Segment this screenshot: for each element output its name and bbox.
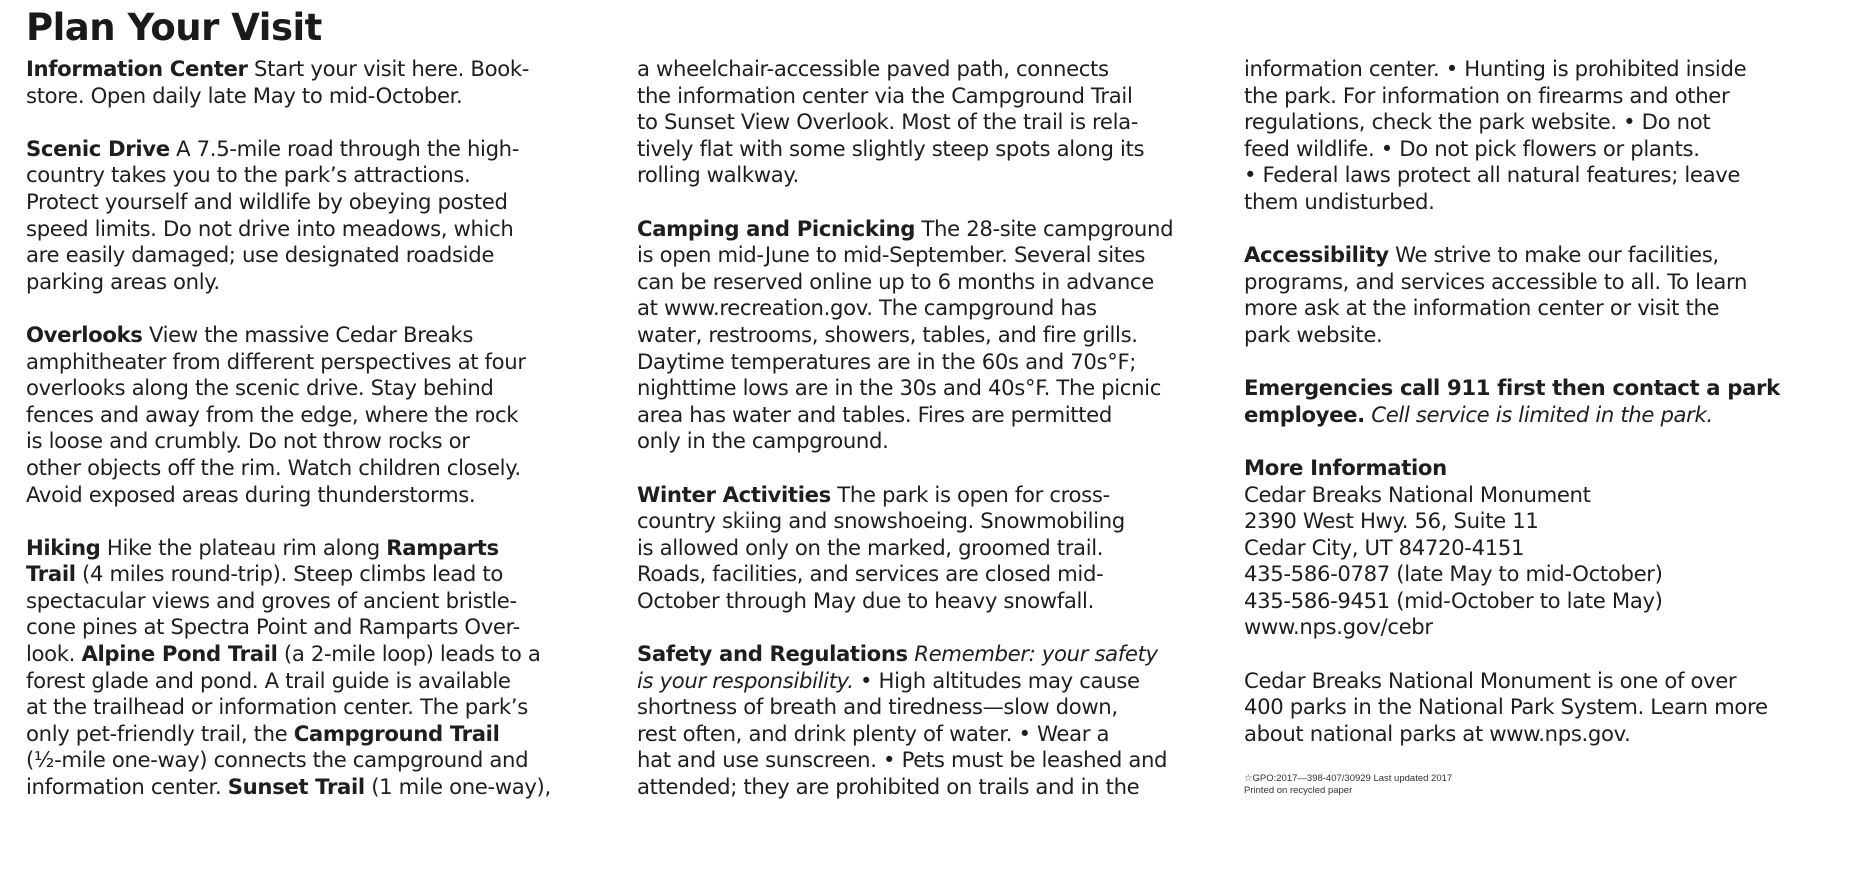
text-line [637,56,1242,83]
footnote-line: Printed on recycled paper [1244,785,1353,797]
text-run: at www.recreation.gov. The campground has [637,295,1097,321]
text-line [637,375,1242,402]
text-line [1244,295,1859,322]
text-line [1244,109,1859,136]
text-line [1244,189,1859,216]
text-run: country takes you to the park’s attractions. [26,162,471,188]
section-heading: More Information [1244,454,1447,480]
text-run: parking areas only. [26,268,220,294]
text-run: forest glade and pond. A trail guide is available [26,667,511,693]
text-run: 400 parks in the National Park System. Learn more [1244,694,1768,720]
text-line [637,162,1242,189]
text-line [26,269,626,296]
text-run: (½-mile one-way) connects the campground and [26,747,529,773]
trail-name: Sunset Trail [227,774,365,800]
text-run: October through May due to heavy snowfall. [637,587,1094,613]
text-line [26,349,626,376]
text-run: overlooks along the scenic drive. Stay behind [26,375,494,401]
text-run: hat and use sunscreen. • Pets must be leashed and [637,747,1168,773]
text-run: regulations, check the park website. • Do not [1244,109,1711,135]
section-heading: Safety and Regulations [637,641,908,667]
text-line [637,508,1242,535]
text-run: feed wildlife. • Do not pick flowers or plants. [1244,135,1700,161]
text-line [1244,588,1859,615]
text-run: shortness of breath and tiredness—slow down, [637,694,1118,720]
text-run: is loose and crumbly. Do not throw rocks or [26,428,470,454]
text-line [637,349,1242,376]
section-heading: Camping and Picnicking [637,215,916,241]
text-line [1244,402,1859,429]
text-run: Avoid exposed areas during thunderstorms. [26,481,476,507]
column-3 [1244,56,1859,797]
italic-note: Remember: your safety [914,641,1158,667]
text-line [1244,668,1859,695]
section-heading: Scenic Drive [26,135,170,161]
text-run: country skiing and snowshoeing. Snowmobiling [637,508,1125,534]
text-line [1244,721,1859,748]
paragraph-gap [1244,428,1859,455]
text-line [26,482,626,509]
text-line [637,588,1242,615]
text-line [1244,269,1859,296]
paragraph-gap [1244,216,1859,243]
text-run: www.nps.gov/cebr [1244,614,1433,640]
text-run: information center. • Hunting is prohibited inside [1244,56,1747,81]
paragraph-gap [1244,349,1859,376]
text-line [26,455,626,482]
text-line [637,136,1242,163]
text-run: only in the campground. [637,428,889,454]
text-run: is open mid-June to mid-September. Several sites [637,242,1146,268]
text-line [1244,56,1859,83]
text-run: View the massive Cedar Breaks [142,321,474,347]
text-run: a wheelchair-accessible paved path, connects [637,56,1109,81]
text-line [1244,242,1859,269]
text-line [637,641,1242,668]
text-line [637,402,1242,429]
text-run: (a 2-mile loop) leads to a [277,641,541,667]
paragraph-gap [26,109,626,136]
text-line [1244,561,1859,588]
text-run: water, restrooms, showers, tables, and fire grills. [637,321,1138,347]
paragraph-gap [26,295,626,322]
text-run: attended; they are prohibited on trails and in the [637,774,1140,800]
text-run: 435-586-0787 (late May to mid-October) [1244,561,1663,587]
paragraph-gap [637,614,1242,641]
text-run: programs, and services accessible to all. To learn [1244,268,1748,294]
print-footnote [1244,773,1859,797]
text-run: The 28-site campground [915,215,1174,241]
section-heading: Emergencies call 911 first then contact a park [1244,375,1780,401]
text-line [26,561,626,588]
text-run: spectacular views and groves of ancient bristle- [26,587,517,613]
text-line [1244,614,1859,641]
text-line [1244,455,1859,482]
text-run: rest often, and drink plenty of water. • Wear a [637,720,1110,746]
text-line [26,56,626,83]
text-run: them undisturbed. [1244,188,1435,214]
paragraph-gap [637,455,1242,482]
text-run: Daytime temperatures are in the 60s and 70s°F; [637,348,1137,374]
text-run: (1 mile one-way), [364,774,551,800]
text-line [1244,162,1859,189]
trail-name: Trail [26,561,76,587]
paragraph-gap [1244,641,1859,668]
text-run: Cedar City, UT 84720-4151 [1244,534,1525,560]
trail-name: Alpine Pond Trail [81,641,278,667]
text-run: 2390 West Hwy. 56, Suite 11 [1244,508,1539,534]
text-run: only pet-friendly trail, the [26,720,294,746]
text-run: The park is open for cross- [830,481,1110,507]
text-line [637,561,1242,588]
text-line [1244,375,1859,402]
text-run: • Federal laws protect all natural features; leave [1244,162,1741,188]
text-line [26,189,626,216]
text-run: rolling walkway. [637,162,799,188]
text-run: We strive to make our facilities, [1388,242,1719,268]
text-line [637,535,1242,562]
text-line [1244,535,1859,562]
text-run: cone pines at Spectra Point and Ramparts Over- [26,614,520,640]
text-run: nighttime lows are in the 30s and 40s°F. The picnic [637,375,1162,401]
text-run: the park. For information on firearms and other [1244,82,1730,108]
text-run: look. [26,641,82,667]
text-run: speed limits. Do not drive into meadows, which [26,215,514,241]
section-heading: Information Center [26,56,248,81]
text-run: tively flat with some slightly steep spots along its [637,135,1145,161]
text-line [26,322,626,349]
text-run: at the trailhead or information center. The park’s [26,694,528,720]
text-line [26,747,626,774]
text-line [26,428,626,455]
text-run: Roads, facilities, and services are closed mid- [637,561,1104,587]
text-run: Protect yourself and wildlife by obeying posted [26,188,508,214]
text-line [637,83,1242,110]
section-heading: Hiking [26,534,101,560]
text-run: • High altitudes may cause [853,667,1140,693]
text-line [637,668,1242,695]
trail-name: Ramparts [386,534,499,560]
text-line [637,428,1242,455]
text-line [637,482,1242,509]
text-line [1244,482,1859,509]
paragraph-gap [26,508,626,535]
text-line [26,614,626,641]
italic-note: is your responsibility. [637,667,854,693]
section-heading: Overlooks [26,321,143,347]
text-run: information center. [26,774,228,800]
text-line [1244,694,1859,721]
text-run: Cedar Breaks National Monument [1244,481,1591,507]
text-line [26,721,626,748]
text-run: Start your visit here. Book- [247,56,530,81]
text-line [637,269,1242,296]
text-line [26,588,626,615]
text-line [26,535,626,562]
text-run: can be reserved online up to 6 months in advance [637,268,1154,294]
column-1 [26,56,626,801]
text-line [1244,136,1859,163]
text-run: more ask at the information center or visit the [1244,295,1720,321]
italic-note: Cell service is limited in the park. [1371,401,1713,427]
text-line [26,83,626,110]
text-line [1244,322,1859,349]
text-run: area has water and tables. Fires are permitted [637,401,1112,427]
text-line [26,242,626,269]
text-run: about national parks at www.nps.gov. [1244,720,1631,746]
text-run: Hike the plateau rim along [100,534,387,560]
text-run: the information center via the Campground Trail [637,82,1133,108]
text-line [1244,83,1859,110]
text-line [26,162,626,189]
text-run: other objects off the rim. Watch children closely. [26,454,521,480]
text-run: A 7.5-mile road through the high- [169,135,520,161]
text-line [26,136,626,163]
text-line [637,216,1242,243]
column-2 [637,56,1242,801]
text-line [26,402,626,429]
text-line [1244,508,1859,535]
text-run: is allowed only on the marked, groomed trail. [637,534,1104,560]
section-heading: employee. [1244,401,1365,427]
text-run: store. Open daily late May to mid-October. [26,82,463,108]
text-run: to Sunset View Overlook. Most of the trail is rela- [637,109,1139,135]
text-run: Cedar Breaks National Monument is one of over [1244,667,1737,693]
text-line [26,641,626,668]
text-run: amphitheater from different perspectives at four [26,348,526,374]
text-line [26,694,626,721]
text-line [637,694,1242,721]
text-line [637,295,1242,322]
text-line [637,242,1242,269]
text-line [637,109,1242,136]
text-run: park website. [1244,321,1383,347]
text-line [26,668,626,695]
text-line [26,375,626,402]
trail-name: Campground Trail [293,720,500,746]
section-heading: Winter Activities [637,481,831,507]
text-line [26,774,626,801]
text-line [26,216,626,243]
footnote-line: ☆GPO:2017—398-407/30929 Last updated 2017 [1244,773,1453,785]
text-line [637,747,1242,774]
section-heading: Accessibility [1244,242,1389,268]
page-title: Plan Your Visit [26,6,322,49]
text-run: (4 miles round-trip). Steep climbs lead to [75,561,503,587]
text-line [637,721,1242,748]
text-run: fences and away from the edge, where the rock [26,401,519,427]
text-run: 435-586-9451 (mid-October to late May) [1244,587,1663,613]
text-run: are easily damaged; use designated roadside [26,242,494,268]
paragraph-gap [637,189,1242,216]
text-line [637,774,1242,801]
text-line [637,322,1242,349]
